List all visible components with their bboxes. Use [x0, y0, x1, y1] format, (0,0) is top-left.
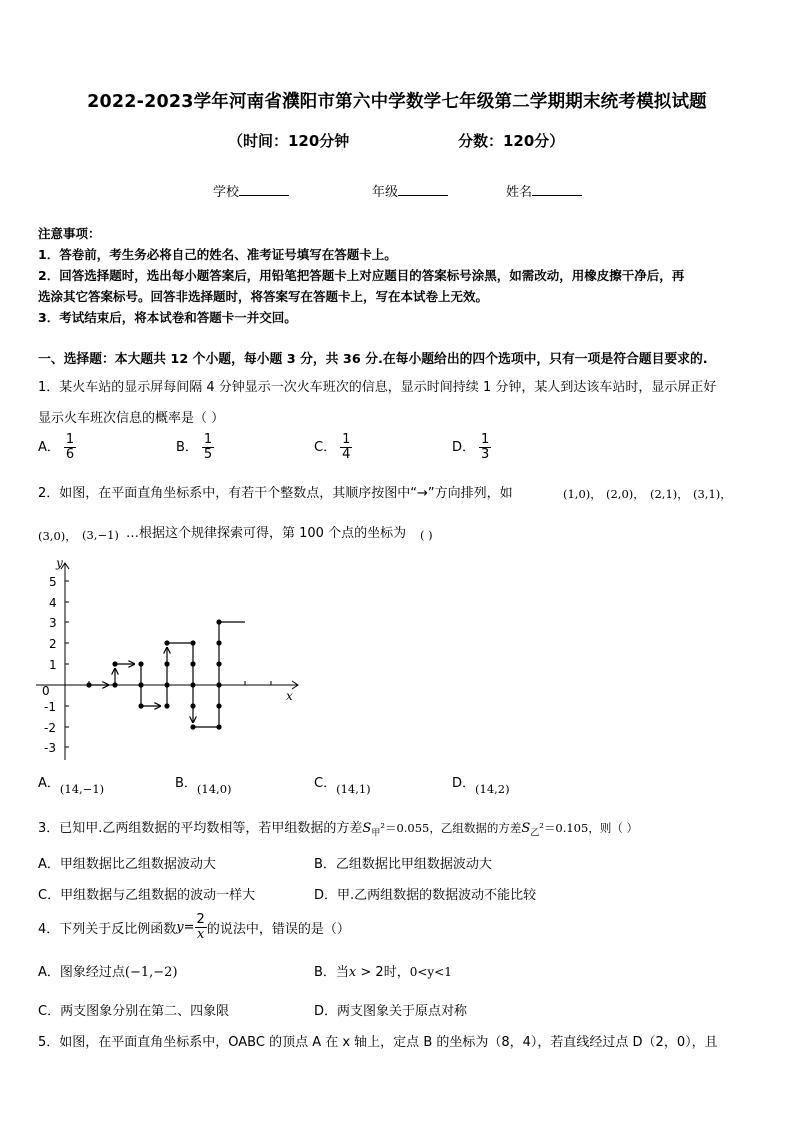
q1-option-c-label: C． — [314, 440, 337, 455]
q3-variance-value-1: ²＝0.055，乙组数据的方差 — [380, 821, 522, 835]
q2-option-d-label: D． — [452, 776, 476, 791]
q1-option-b-label: B． — [176, 440, 198, 455]
q4-option-a-text: A．图象经过点 — [38, 965, 125, 980]
q2-coordinate-graph — [36, 555, 306, 765]
q2-option-b-value: (14,0) — [196, 782, 232, 796]
notice-item-2a: 2．回答选择题时，选出每小题答案后，用铅笔把答题卡上对应题目的答案标号涂黑，如需改动，用橡皮擦干净后，再 — [38, 268, 685, 283]
numerator: 1 — [65, 432, 75, 447]
q2-option-c — [314, 772, 371, 796]
y-tick-neg3: -3 — [44, 741, 56, 755]
q1-option-c-fraction — [340, 433, 352, 462]
q3-variance-symbol-1: S — [362, 821, 372, 836]
q4-func-y: y — [176, 920, 184, 935]
q3-variance-sub-1: 甲 — [371, 828, 381, 839]
q1-option-d-label: D． — [452, 440, 476, 455]
y-tick-3: 3 — [49, 616, 57, 630]
q2-option-a-label: A． — [38, 776, 60, 791]
name-field — [506, 181, 582, 200]
q2-coord-3: (2,1)， — [650, 487, 689, 501]
q2-coord-1: (1,0)， — [563, 487, 602, 501]
q4-option-a-point: (−1,−2) — [124, 965, 178, 980]
q2-option-b — [175, 772, 232, 796]
grade-field — [372, 181, 448, 200]
q1-text-line2: 显示火车班次信息的概率是（ ） — [38, 411, 225, 426]
q4-option-d: D．两支图象关于原点对称 — [314, 1004, 468, 1019]
y-tick-1: 1 — [49, 658, 57, 672]
grade-label: 年级 — [372, 185, 399, 200]
q2-option-c-label: C． — [314, 776, 337, 791]
y-tick-5: 5 — [49, 575, 57, 589]
q1-option-b-fraction — [202, 433, 214, 462]
q4-option-b-x: x — [348, 965, 357, 980]
q2-text-line2: …根据这个规律探索可得，第 100 个点的坐标为 — [126, 526, 407, 541]
denominator: 5 — [203, 447, 213, 462]
q2-option-b-label: B． — [175, 776, 197, 791]
q1-option-a — [38, 433, 76, 462]
point-sequence-path — [89, 622, 245, 727]
q1-text-line1: 1．某火车站的显示屏每间隔 4 分钟显示一次火车班次的信息，显示时间持续 1 分钟，某人到达该车站时，显示屏正好 — [38, 380, 717, 395]
numerator: 1 — [481, 432, 490, 447]
q2-coord-4: (3,1)， — [693, 487, 732, 501]
q3-variance-value-2: ²＝0.105，则（ ） — [539, 821, 638, 835]
grade-blank — [398, 183, 448, 196]
x-axis-label: x — [286, 689, 293, 703]
y-tick-neg2: -2 — [44, 721, 56, 735]
q4-option-b — [314, 961, 452, 980]
denominator: 6 — [65, 447, 75, 462]
y-tick-marks — [65, 581, 69, 747]
numerator: 2 — [196, 912, 205, 927]
notice-item-2b: 选涂其它答案标号。回答非选择题时，将答案写在答题卡上，写在本试卷上无效。 — [38, 289, 489, 304]
q4-text-post: 的说法中，错误的是（） — [206, 922, 350, 937]
q1-option-b — [176, 433, 214, 462]
y-tick-neg1: -1 — [44, 700, 56, 714]
numerator: 1 — [342, 432, 351, 447]
y-tick-4: 4 — [49, 596, 57, 610]
q1-option-a-fraction — [64, 433, 76, 462]
q5-text-line1: 5．如图，在平面直角坐标系中，OABC 的顶点 A 在 x 轴上，定点 B 的坐标为（8，4），若直线经过点 D（2，0），且 — [38, 1035, 718, 1050]
q1-option-d — [452, 433, 491, 462]
name-label: 姓名 — [506, 185, 533, 200]
notice-item-3: 3．考试结束后，将本试卷和答题卡一并交回。 — [38, 310, 297, 325]
q2-coord-5: (3,0)， — [38, 529, 77, 543]
denominator: 4 — [342, 447, 351, 462]
q3-variance-sub-2: 乙 — [530, 828, 540, 839]
q4-function-fraction — [195, 913, 207, 942]
school-label: 学校 — [213, 185, 240, 200]
q4-text-pre: 4．下列关于反比例函数 — [38, 922, 177, 937]
school-blank — [239, 183, 289, 196]
numerator: 1 — [203, 432, 213, 447]
q3-variance-symbol-2: S — [521, 821, 531, 836]
q3-text-pre: 3．已知甲.乙两组数据的平均数相等，若甲组数据的方差 — [38, 821, 363, 836]
q4-option-b-cond: > 2时， — [356, 965, 410, 980]
q2-answer-paren: ( ) — [420, 528, 433, 542]
q2-option-d — [452, 772, 510, 796]
notice-item-1: 1．答卷前，考生务必将自己的姓名、准考证号填写在答题卡上。 — [38, 247, 397, 262]
q2-option-c-value: (14,1) — [336, 782, 371, 796]
q4-option-b-range: 0<y<1 — [409, 965, 452, 979]
notice-heading: 注意事项： — [38, 226, 101, 241]
section-heading: 一、选择题：本大题共 12 个小题，每小题 3 分，共 36 分.在每小题给出的四个选项中，只有一项是符合题目要求的. — [38, 352, 708, 367]
origin-label: 0 — [42, 684, 50, 698]
integer-points — [86, 619, 221, 729]
q4-option-c: C．两支图象分别在第二、四象限 — [38, 1004, 230, 1019]
q3-option-a: A．甲组数据比乙组数据波动大 — [38, 857, 216, 872]
name-blank — [532, 183, 582, 196]
q2-coord-6: (3,−1) — [82, 528, 119, 542]
q4-option-b-text: B．当 — [314, 965, 349, 980]
q2-option-d-value: (14,2) — [475, 782, 510, 796]
q4-func-eq: = — [183, 920, 195, 935]
exam-score: 分数：120分） — [458, 132, 565, 150]
q2-coord-2: (2,0)， — [606, 487, 645, 501]
q2-option-a — [38, 772, 105, 796]
q2-option-a-value: (14,−1) — [59, 782, 105, 796]
q1-option-a-label: A． — [38, 440, 60, 455]
q3-option-b: B．乙组数据比甲组数据波动大 — [314, 857, 492, 872]
q2-text-line1: 2．如图，在平面直角坐标系中，有若干个整数点，其顺序按图中“→”方向排列，如 — [38, 486, 513, 501]
q4-option-a — [38, 961, 178, 980]
school-field — [213, 181, 289, 200]
q1-option-c — [314, 433, 352, 462]
denominator: 3 — [481, 447, 490, 462]
y-tick-labels — [44, 575, 57, 755]
q3-option-d: D．甲.乙两组数据的数据波动不能比较 — [314, 888, 537, 903]
q1-option-d-fraction — [479, 433, 491, 462]
q3-option-c: C．甲组数据与乙组数据的波动一样大 — [38, 888, 256, 903]
denominator: x — [197, 927, 205, 942]
y-tick-2: 2 — [49, 637, 57, 651]
exam-time: （时间：120分钟 — [228, 132, 350, 150]
q4-text — [38, 913, 350, 942]
y-axis-label: y — [56, 556, 63, 570]
exam-title: 2022-2023学年河南省濮阳市第六中学数学七年级第二学期期末统考模拟试题 — [87, 92, 707, 112]
q3-text — [38, 817, 638, 839]
